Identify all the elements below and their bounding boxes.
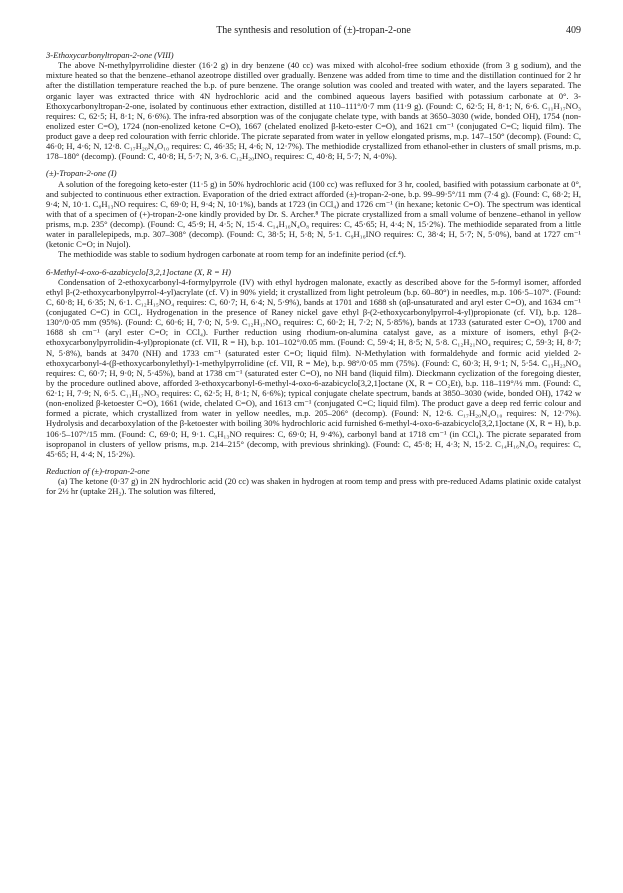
body-paragraph: The above N-methylpyrrolidine diester (16·2 g) in dry benzene (40 cc) was mixed with alcohol-free sodium ethoxide (from 3 g sodium), and the mixture heated so that the benzene–ethanol azeotrope distilled over gradually. Benzene was added from time to time and the distillation continued for 2 hr after the distillation temperature reached the b.p. of pure benzene. The orange solution was cooled and treated with water, and the layers separated. The organic layer was extracted thrice with 4N hydrochloric acid and the combined aqueous layers basified with potassium carbonate at 0°. 3-Ethoxycarbonyltropan-2-one, isolated by continuous ether extraction, distilled at 110–111°/0·7 mm (11·9 g). (Found: C, 62·5; H, 8·1; N, 6·6. C₁₁H₁₇NO₃ requires: C, 62·5; H, 8·1; N, 6·6%). The infra-red absorption was of the conjugate chelate type, with bands at 3650–3030 (wide, bonded OH), 1754 (non-enolized ester C=O), 1724 (non-enolized ketone C=O), 1667 (chelated enolized β-keto-ester C=O), and 1621 cm⁻¹ (conjugated C=C; liquid film). The product gave a deep red colouration with ferric chloride. The picrate separated from water in yellow elongated prisms, m.p. 147–150° (decomp). (Found: C, 46·0; H, 4·6; N, 12·8. C₁₇H₂₀N₄O₁₀ requires: C, 46·35; H, 4·6; N, 12·7%). The methiodide crystallized from ethanol-ether in clusters of small prisms, m.p. 178–180° (decomp). (Found: C, 40·8; H, 5·7; N, 3·6. C₁₂H₂₀INO₃ requires: C, 40·8; H, 5·7; N, 4·0%). [46,60,581,162]
section-ethoxycarbonyltropanone [46,50,581,161]
page-number: 409 [566,25,581,36]
section-heading: (±)-Tropan-2-one (I) [46,168,117,179]
running-head [46,26,581,48]
running-title: The synthesis and resolution of (±)-tropan-2-one [216,25,411,36]
body-paragraph: The methiodide was stable to sodium hydrogen carbonate at room temp for an indefinite period (cf.⁴). [58,249,406,260]
section-reduction [46,466,581,496]
section-azabicyclooctane [46,267,581,459]
section-tropanone [46,168,581,259]
body-paragraph: (a) The ketone (0·37 g) in 2N hydrochloric acid (20 cc) was shaken in hydrogen at room temp and press with pre-reduced Adams platinic oxide catalyst for 2½ hr (uptake 2H₂). The solution was filtered, [46,476,581,497]
body-paragraph: Condensation of 2-ethoxycarbonyl-4-formylpyrrole (IV) with ethyl hydrogen malonate, exactly as described above for the 5-formyl isomer, afforded ethyl β-(2-ethoxycarbonylpyrrol-4-yl)acrylate (cf. V) in 90% yield; it crystallized from light petroleum (b.p. 60–80°) in needles, m.p. 106·5–107°. (Found: C, 60·8; H, 6·35; N, 6·1. C₁₂H₁₅NO₄ requires: C, 60·7; H, 6·4; N, 5·9%), bands at 1701 and 1688 sh (αβ-unsaturated and aryl ester C=O), and 1634 cm⁻¹ (conjugated C=C) in CCl₄. Hydrogenation in the presence of Raney nickel gave ethyl β-(2-ethoxycarbonylpyrrol-4-yl)propionate (cf. VI), b.p. 128–130°/0·05 mm (95%). (Found: C, 60·6; H, 7·0; N, 5·9. C₁₂H₁₇NO₄ requires: C, 60·2; H, 7·2; N, 5·85%), bands at 1733 (saturated ester C=O), 1700 and 1688 sh cm⁻¹ (aryl ester C=O; in CCl₄). Further reduction using rhodium-on-alumina catalyst gave, as a mixture of isomers, ethyl β-(2-ethoxycarbonylpyrrolidin-4-yl)propionate (cf. VII, R = H), b.p. 101–102°/0.05 mm. (Found: C, 59·4; H, 8·5; N, 5·8. C₁₂H₂₁NO₄ requires; C, 59·3; H, 8·7; N, 5·8%), bands at 3470 (NH) and 1733 cm⁻¹ (saturated ester C=O; liquid film). N-Methylation with formaldehyde and formic acid yielded 2-ethoxycarbonyl-4-(β-ethoxycarbonylethyl)-1-methylpyrrolidine (cf. VII, R = Me), b.p. 98°/0·05 mm (75%). (Found: C, 60·3; H, 9·1; N, 5·54. C₁₃H₂₃NO₄ requires: C, 60·7; H, 9·0; N, 5·45%), band at 1738 cm⁻¹ (saturated ester C=O), no NH band (liquid film). Dieckmann cyclization of the foregoing diester, by the procedure outlined above, afforded 3-ethoxycarbonyl-6-methyl-4-oxo-6-azabicyclo[3,2,1]octane (X, R = CO₂Et), b.p. 118–119°/½ mm. (Found: C, 62·1; H, 7·9; N, 6·5. C₁₁H₁₇NO₃ requires: C, 62·5; H, 8·1; N, 6·6%); typical conjugate chelate spectrum, bands at 3850–3030 (wide, bonded OH), 1742 w (non-enolized β-ketoester C=O), 1661 (wide, chelated C=O), and 1613 cm⁻¹ (conjugated C=C; liquid film). The product gave a deep red ferric colour and formed a picrate, which crystallized from water in yellow needles, m.p. 205–206° (decomp). (Found: N, 12·6. C₁₇H₂₀N₄O₁₀ requires: N, 12·7%). Hydrolysis and decarboxylation of the β-ketoester with boiling 30% hydrochloric acid furnished 6-methyl-4-oxo-6-azabicyclo[3,2,1]octane (X, R = H), b.p. 106·5–107°/15 mm. (Found: C, 69·0; H, 9·1. C₈H₁₃NO requires: C, 69·0; H, 9·4%), carbonyl band at 1718 cm⁻¹ (in CCl₄). The picrate separated from isopropanol in clusters of yellow prisms, m.p. 214–215° (decomp, with previous shrinking). (Found: C, 45·8; H, 4·3; N, 15·2. C₁₄H₁₆N₄O₈ requires: C, 45·65; H, 4·4; N, 15·2%). [46,276,581,459]
section-heading: 3-Ethoxycarbonyltropan-2-one (VIII) [46,50,174,60]
section-heading: 6-Methyl-4-oxo-6-azabicyclo[3,2,1]octane (X, R = H) [46,266,231,277]
body-paragraph: A solution of the foregoing keto-ester (11·5 g) in 50% hydrochloric acid (100 cc) was refluxed for 3 hr, cooled, basified with potassium carbonate at 0°, and subjected to continuous ether extraction. Evaporation of the dried extract afforded (±)-tropan-2-one, b.p. 99–99·5°/11 mm (7·4 g). (Found: C, 68·2; H, 9·4; N, 10·1. C₈H₁₃NO requires: C, 69·0; H, 9·4; N, 10·1%), bands at 1723 (in CCl₄) and 1726 cm⁻¹ (in hexane; ketonic C=O). The spectrum was identical with that of a specimen of (+)-tropan-2-one kindly provided by Dr. S. Archer.⁸ The picrate crystallized from a small volume of benzene–ethanol in yellow prisms, m.p. 235° (decomp). (Found: C, 45·9; H, 4·5; N, 15·4. C₁₄H₁₆N₄O₈ requires: C, 45·65; H, 4·4; N, 15·2%). The methiodide separated from a little water in parallelepipeds, m.p. 307–308° (decomp). (Found: C, 38·5; H, 5·8; N, 5·1. C₉H₁₆INO requires: C, 38·4; H, 5·7; N, 5·0%), band at 1727 cm⁻¹ (ketonic C=O; in Nujol). [46,178,581,250]
section-heading: Reduction of (±)-tropan-2-one [46,465,150,476]
